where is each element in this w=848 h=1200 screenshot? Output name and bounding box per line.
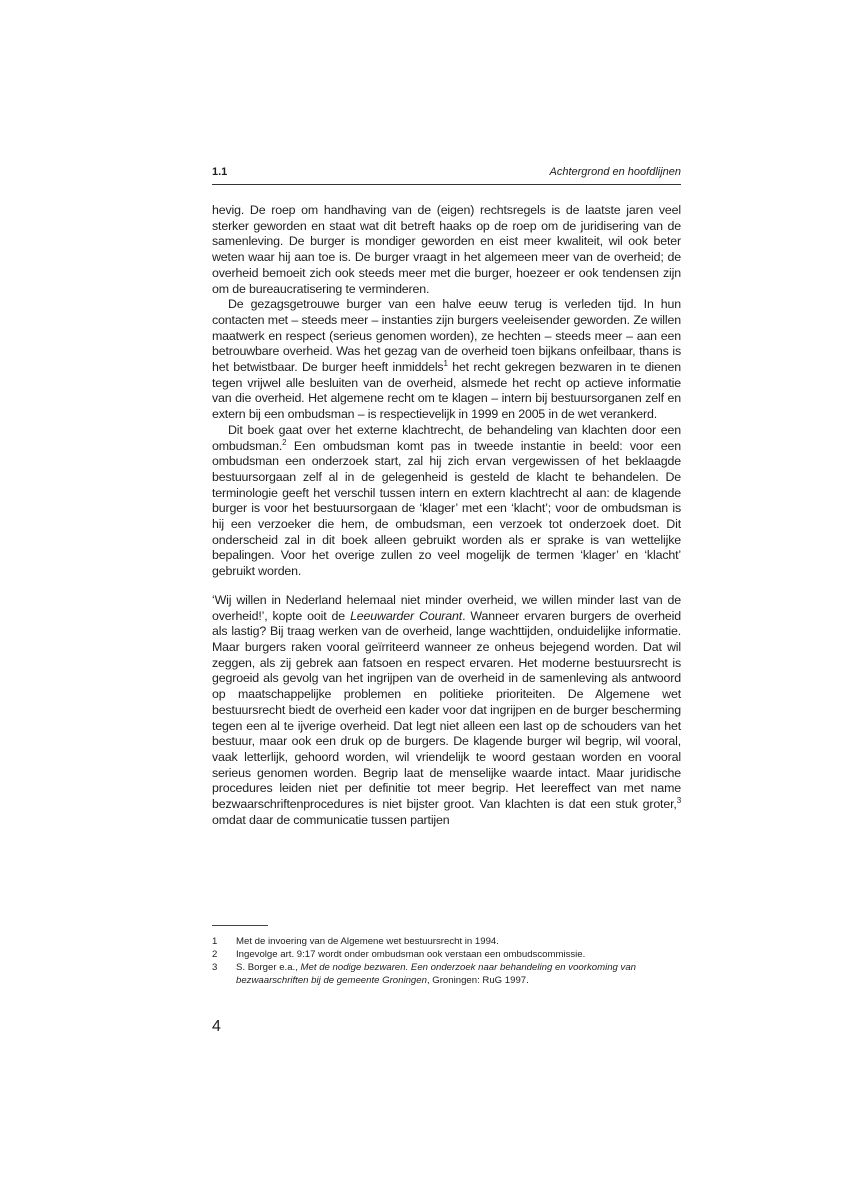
footnote-ref-3[interactable]: 3 bbox=[676, 795, 681, 805]
footnote-divider bbox=[212, 925, 268, 926]
footnote-text: Ingevolge art. 9:17 wordt onder ombudsman ook verstaan een ombudscommissie. bbox=[236, 949, 586, 960]
body-text bbox=[212, 203, 681, 828]
section-number: 1.1 bbox=[212, 166, 228, 178]
footnote-text: Met de invoering van de Algemene wet bestuursrecht in 1994. bbox=[236, 936, 499, 947]
paragraph-4: ‘Wij willen in Nederland helemaal niet minder overheid, we willen minder last van de overheid!’, kopte ooit de Leeuwarder Courant. Wanneer ervaren burgers de overheid als lastig? Bij traag werken van de overheid, lange wachttijden, onduidelijke informatie. Maar burgers raken vooral geïrriteerd wanneer ze onheus bejegend worden. Dat wil zeggen, als zij gebrek aan fatsoen en respect ervaren. Het moderne bestuursrecht is gegroeid als gevolg van het ingrijpen van de overheid in de samenleving als antwoord op maatschappelijke problemen en politieke prioriteiten. De Algemene wet bestuursrecht biedt de overheid een kader voor dat ingrijpen en de burger bescherming tegen een al te ijverige overheid. Dat legt niet alleen een last op de schouders van het bestuur, maar ook een druk op de burgers. De klagende burger wil begrip, wil vooral, vaak letterlijk, gehoord worden, wil vriendelijk te woord gestaan worden en vooral serieus genomen worden. Begrip laat de menselijke waarde intact. Maar juridische procedures leiden niet per definitie tot meer begrip. Het leereffect van met name bezwaarschriftenprocedures is niet bijster groot. Van klachten is dat een stuk groter,$^3$ omdat daar de communicatie tussen partijen bbox=[212, 592, 681, 827]
footnote-3 bbox=[212, 961, 681, 987]
page-number: 4 bbox=[212, 1018, 221, 1035]
footnote-number: 1 bbox=[212, 936, 218, 947]
running-header bbox=[212, 166, 681, 185]
newspaper-title: Leeuwarder Courant bbox=[350, 608, 463, 623]
footnotes bbox=[212, 935, 681, 987]
paragraph-2: De gezagsgetrouwe burger van een halve eeuw terug is verleden tijd. In hun contacten met – steeds meer – instanties zijn burgers veeleisender geworden. Ze willen maatwerk en respect (serieus genomen worden), ze hechten – steeds meer – aan een betrouwbare overheid. Was het gezag van de overheid toen bijkans onfeilbaar, thans is het betwistbaar. De burger heeft inmiddels$^1$ het recht gekregen bezwaren in te dienen tegen vrijwel alle besluiten van de overheid, alsmede het recht op actieve informatie van die overheid. Het algemene recht om te klagen – intern bij bestuursorganen zelf en extern bij een ombudsman – is respectievelijk in 1999 en 2005 in de wet verankerd. bbox=[212, 297, 681, 422]
footnote-number: 3 bbox=[212, 962, 218, 973]
footnote-ref-1[interactable]: 1 bbox=[443, 358, 448, 368]
cited-work-title: Met de nodige bezwaren. Een onderzoek naar behandeling en voorkoming van bezwaarschriften bij de gemeente Groningen bbox=[236, 962, 637, 986]
footnote-text: S. Borger e.a., Met de nodige bezwaren. Een onderzoek naar behandeling en voorkoming van bezwaarschriften bij de gemeente Groningen, Groningen: RuG 1997. bbox=[236, 962, 637, 986]
footnote-1 bbox=[212, 935, 681, 948]
running-title: Achtergrond en hoofdlijnen bbox=[549, 166, 681, 178]
footnote-ref-2[interactable]: 2 bbox=[282, 437, 287, 447]
footnote-number: 2 bbox=[212, 949, 218, 960]
footnote-2 bbox=[212, 948, 681, 961]
paragraph-1: hevig. De roep om handhaving van de (eigen) rechtsregels is de laatste jaren veel sterker geworden en staat wat dit betreft haaks op de roep om de juridisering van de samenleving. De burger is mondiger geworden en eist meer kwaliteit, wil ook beter weten waar hij aan toe is. De burger vraagt in het algemeen meer van de overheid; de overheid bemoeit zich ook steeds meer met die burger, hoezeer er ook tendensen zijn om de bureaucratisering te verminderen. bbox=[212, 203, 681, 296]
paragraph-3: Dit boek gaat over het externe klachtrecht, de behandeling van klachten door een ombudsman.$^2$ Een ombudsman komt pas in tweede instantie in beeld: voor een ombudsman een onderzoek start, zal hij zich ervan vergewissen of het beklaagde bestuursorgaan zelf al in de gelegenheid is gesteld de klacht te behandelen. De terminologie geeft het verschil tussen intern en extern klachtrecht al aan: de klagende burger is voor het bestuursorgaan de ‘klager’ met een ‘klacht’; voor de ombudsman is hij een verzoeker die hem, de ombudsman, een verzoek tot onderzoek doet. Dit onderscheid zal in dit boek alleen gebruikt worden als er sprake is van wettelijke bepalingen. Voor het overige zullen zo veel mogelijk de termen ‘klager’ en ‘klacht’ gebruikt worden. bbox=[212, 422, 681, 579]
